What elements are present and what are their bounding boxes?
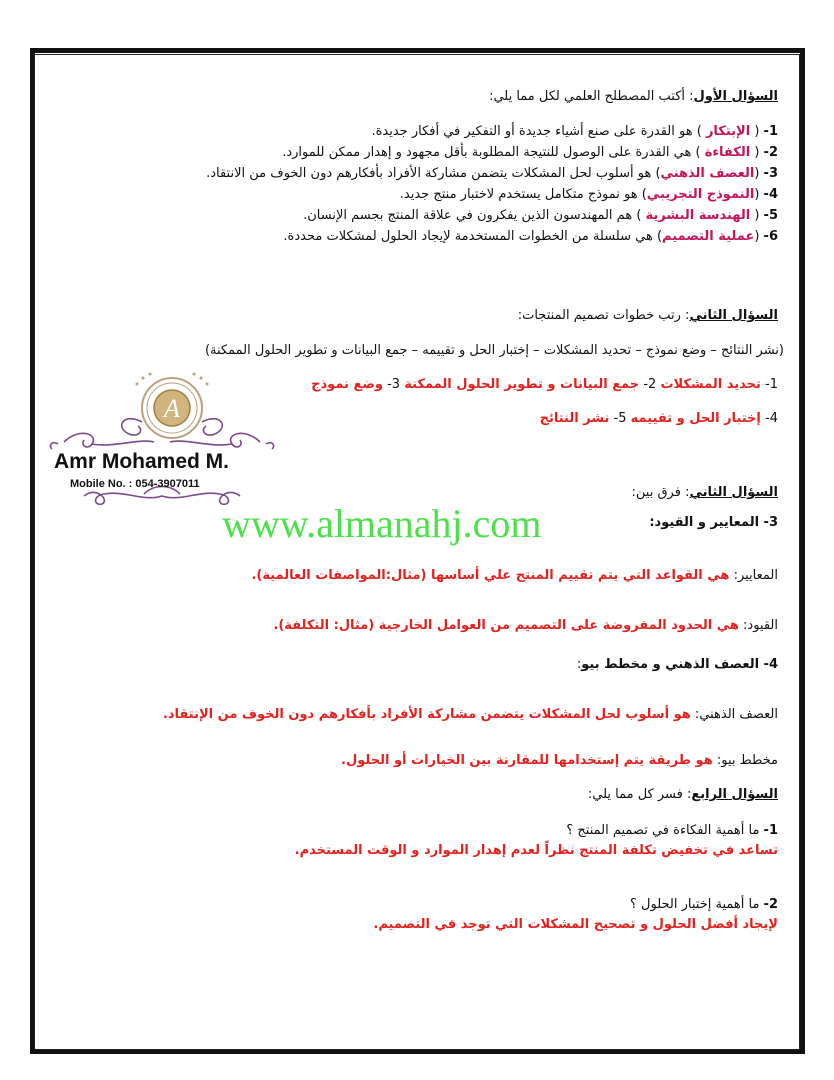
brainstorm-line: العصف الذهني: هو أسلوب لحل المشكلات يتضمن مشاركة الأفراد بأفكارهم دون الخوف من الإنتقاد. (162, 707, 778, 722)
logo-letter: A (164, 394, 180, 423)
q1-heading-line (489, 88, 778, 106)
q1-heading: السؤال الأول (693, 89, 778, 104)
q1-item-5: 5- ( الهندسة البشرية ) هم المهندسون الذين يفكرون في علاقة المنتج بجسم الإنسان. (303, 208, 778, 223)
criteria-line: المعايير: هي القواعد التي يتم تقييم المنتج علي أساسها (مثال:المواصفات العالمية). (251, 568, 778, 583)
q4-answer-1: تساعد في تخفيض تكلفة المنتج نظراً لعدم إهدار الموارد و الوقت المستخدم. (294, 843, 778, 858)
q3-sub-4: 4- العصف الذهني و مخطط بيو: (576, 657, 778, 672)
q4-question-1: 1- ما أهمية الفكاءة في تصميم المنتج ؟ (566, 823, 778, 838)
constraints-answer: هي الحدود المفروضة على التصميم من العوامل الخارجية (مثال: التكلفة). (273, 618, 739, 633)
pugh-answer: هو طريقة يتم إستخدامها للمقارنة بين الخيارات أو الحلول. (341, 753, 713, 768)
logo-mobile: Mobile No. : 054-3907011 (70, 478, 200, 490)
step-3: وضع نموذج (311, 377, 383, 392)
page-border-right (800, 48, 805, 1054)
q1-term-5: الهندسة البشرية (645, 208, 751, 223)
q1-term-6: عملية التصميم (662, 229, 755, 244)
q1-item-3: 3- (العصف الذهني) هو أسلوب لحل المشكلات يتضمن مشاركة الأفراد بأفكارهم دون الخوف من الانتقاد. (206, 166, 778, 181)
q3-heading-rest: : فرق بين: (631, 485, 690, 500)
step-5: نشر النتائج (539, 411, 610, 426)
q2-heading-line (518, 307, 778, 325)
q1-item-6: 6- (عملية التصميم) هي سلسلة من الخطوات المستخدمة لإيجاد الحلول لمشكلات محددة. (283, 229, 778, 244)
q3-heading-line (632, 484, 778, 502)
q1-heading-rest: : أكتب المصطلح العلمي لكل مما يلي: (489, 89, 694, 104)
q1-term-3: العصف الذهني (660, 166, 755, 181)
q1-term-1: الإبتكار (705, 124, 751, 139)
criteria-answer: هي القواعد التي يتم تقييم المنتج علي أساسها (مثال:المواصفات العالمية). (251, 568, 730, 583)
q3-sub-3: 3- المعايير و القيود: (649, 515, 778, 530)
watermark: www.almanahj.com (222, 501, 542, 546)
page-border-top (30, 48, 805, 53)
step-2: جمع البيانات و تطوير الحلول الممكنة (404, 377, 640, 392)
pugh-line: مخطط بيو: هو طريقة يتم إستخدامها للمقارنة بين الخيارات أو الحلول. (341, 753, 778, 768)
q1-term-4: النموذج التجريبي (646, 187, 755, 202)
q4-answer-2: لإيجاد أفضل الحلول و تصحيح المشكلات التي توجد في التصميم. (373, 917, 778, 932)
q2-options: (نشر النتائج – وضع نموذج – تحديد المشكلات – إختبار الحل و تقييمه – جمع البيانات و تطوير الحلول الممكنة) (204, 343, 784, 358)
logo-name: Amr Mohamed M. (54, 450, 230, 473)
brainstorm-answer: هو أسلوب لحل المشكلات يتضمن مشاركة الأفراد بأفكارهم دون الخوف من الإنتقاد. (162, 707, 691, 722)
q1-item-1: 1- ( الإبتكار ) هو القدرة على صنع أشياء جديدة أو التفكير في أفكار جديدة. (371, 124, 778, 139)
q2-steps-line-2: 4- إختبار الحل و تقييمه 5- نشر النتائج (539, 411, 778, 426)
step-1: تحديد المشكلات (660, 377, 761, 392)
q1-item-2: 2- ( الكفاءة ) هي القدرة على الوصول للنتيجة المطلوبة بأقل مجهود و إهدار ممكن للموارد. (282, 145, 778, 160)
q2-heading-rest: : رتب خطوات تصميم المنتجات: (517, 308, 690, 323)
q4-heading-line (588, 786, 778, 804)
q4-question-2: 2- ما أهمية إختبار الحلول ؟ (630, 897, 778, 912)
q2-heading: السؤال الثاني (689, 308, 778, 323)
q2-steps-line-1: 1- تحديد المشكلات 2- جمع البيانات و تطوير الحلول الممكنة 3- وضع نموذج (311, 377, 778, 392)
q4-heading-rest: : فسر كل مما يلي: (587, 787, 692, 802)
q1-term-2: الكفاءة (704, 145, 751, 160)
step-4: إختبار الحل و تقييمه (630, 411, 761, 426)
q4-heading: السؤال الرابع (691, 787, 778, 802)
constraints-line: القيود: هي الحدود المفروضة على التصميم من العوامل الخارجية (مثال: التكلفة). (273, 618, 778, 633)
q1-item-4: 4- (النموذج التجريبي) هو نموذج متكامل يستخدم لاختبار منتج جديد. (399, 187, 778, 202)
q3-heading: السؤال الثاني (689, 485, 778, 500)
